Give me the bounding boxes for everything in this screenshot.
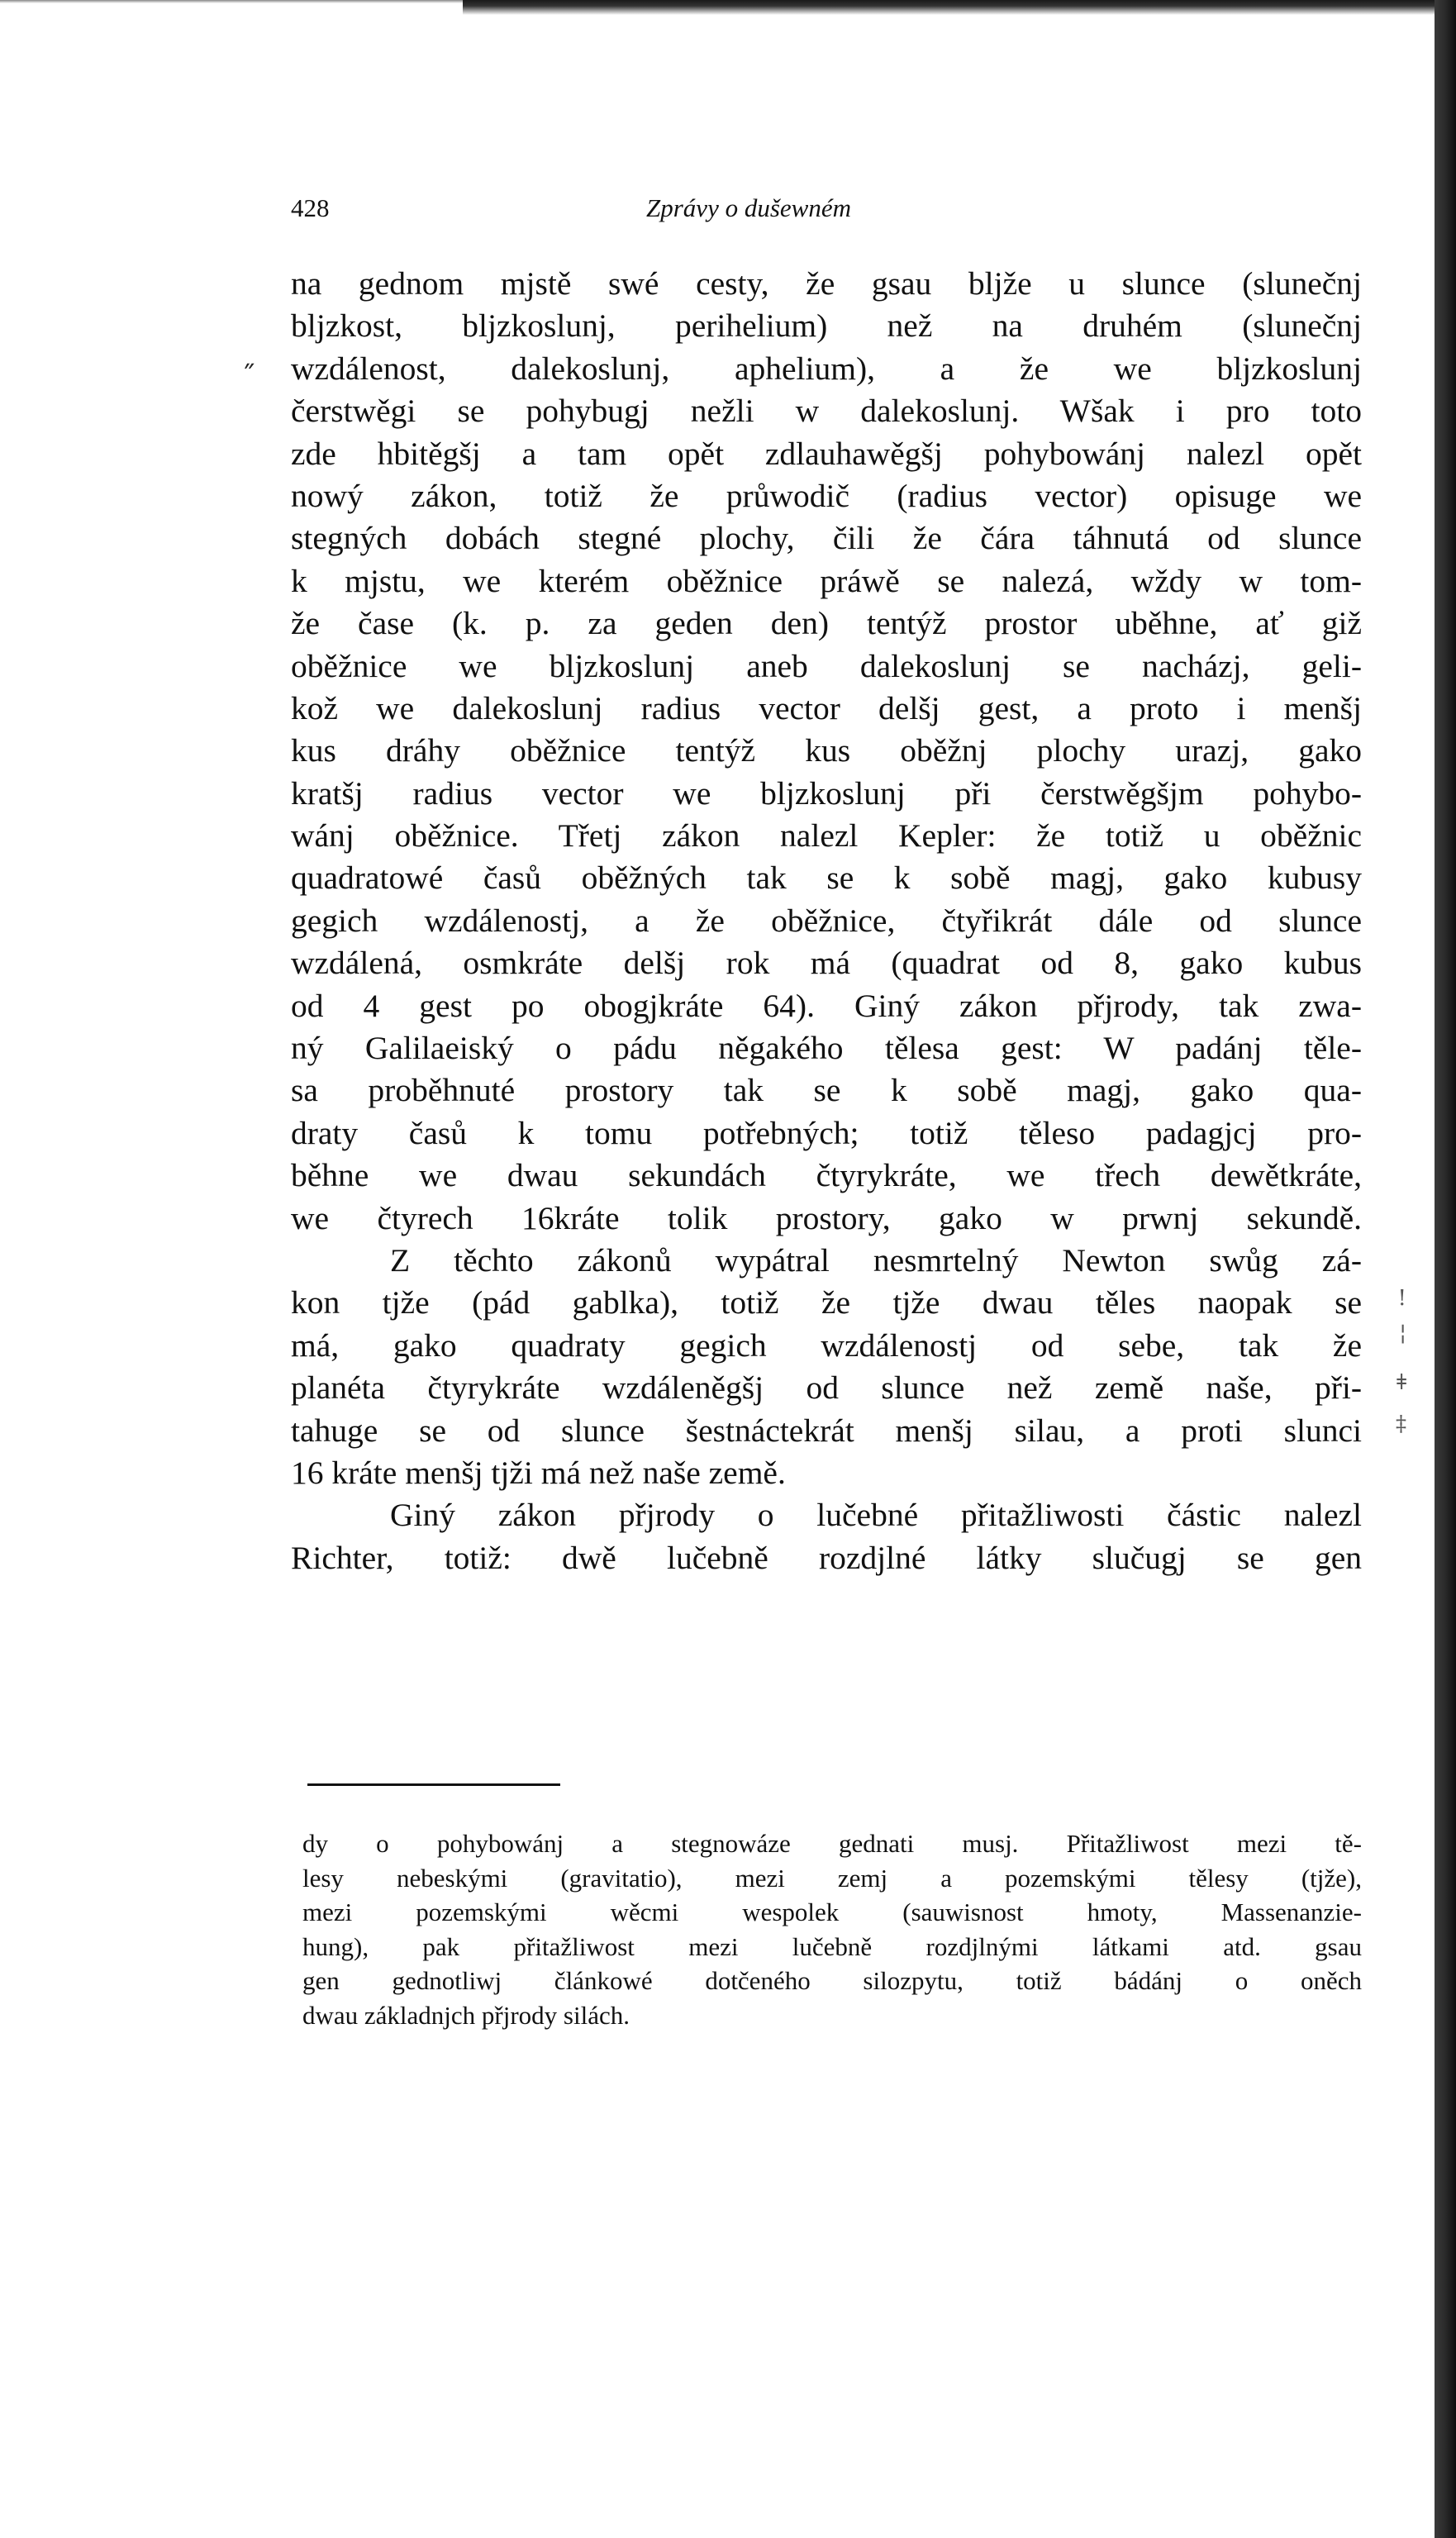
running-head: Zprávy o dušewném — [646, 193, 851, 222]
text-line: we čtyrech 16kráte tolik prostory, gako w prwnj sekundě. — [291, 1199, 1362, 1236]
text-line: že čase (k. p. za geden den) tentýž prostor uběhne, ať giž — [291, 605, 1362, 642]
text-line: sa proběhnuté prostory tak se k sobě magj, gako qua- — [291, 1072, 1362, 1109]
text-line: na gednom mjstě swé cesty, že gsau bljže u slunce (slunečnj — [291, 265, 1362, 302]
footnote-line: mezi pozemskými wěcmi wespolek (sauwisnost hmoty, Massenanzie- — [302, 1898, 1362, 1926]
text-line: quadratowé časů oběžných tak se k sobě magj, gako kubusy — [291, 859, 1362, 897]
footnote-line: dwau základnjch přjrody silách. — [302, 2000, 630, 2030]
bleed-through-mark: ¦ — [1399, 1321, 1406, 1345]
text-line: k mjstu, we kterém oběžnice práwě se nalezá, wždy w tom- — [291, 562, 1362, 599]
text-line: gegich wzdálenostj, a že oběžnice, čtyřikrát dále od slunce — [291, 902, 1362, 939]
scan-edge-top-left — [0, 0, 463, 3]
text-line: wánj oběžnice. Třetj zákon nalezl Kepler: že totiž u oběžnic — [291, 817, 1362, 855]
text-line: Giný zákon přjrody o lučebné přitažliwosti částic nalezl — [390, 1497, 1362, 1534]
text-line: kratšj radius vector we bljzkoslunj při čerstwěgšjm pohybo- — [291, 774, 1362, 812]
text-line: stegných dobách stegné plochy, čili že čára táhnutá od slunce — [291, 520, 1362, 557]
text-line: má, gako quadraty gegich wzdálenostj od sebe, tak že — [291, 1326, 1362, 1364]
bleed-through-mark: ‡ — [1396, 1412, 1406, 1436]
text-line: běhne we dwau sekundách čtyrykráte, we třech dewětkráte, — [291, 1157, 1362, 1194]
bleed-through-mark: ! — [1397, 1286, 1406, 1311]
text-line: kon tjže (pád gablka), totiž že tjže dwau těles naopak se — [291, 1284, 1362, 1321]
margin-mark: ˝ — [241, 360, 255, 393]
bleed-through-mark: ǂ — [1397, 1370, 1406, 1395]
footnote-line: lesy nebeskými (gravitatio), mezi zemj a pozemskými tělesy (tjže), — [302, 1863, 1362, 1893]
footnotes — [302, 1826, 1362, 2032]
scan-edge-top — [463, 0, 1456, 15]
text-line: tahuge se od slunce šestnáctekrát menšj silau, a proti slunci — [291, 1412, 1362, 1449]
footnote-rule — [307, 1783, 560, 1786]
text-line: kož we dalekoslunj radius vector delšj gest, a proto i menšj — [291, 689, 1362, 726]
body-text — [291, 263, 1362, 1579]
text-line: oběžnice we bljzkoslunj aneb dalekoslunj se nacházj, geli- — [291, 647, 1362, 684]
text-line: zde hbitěgšj a tam opět zdlauhawěgšj pohybowánj nalezl opět — [291, 435, 1362, 472]
text-line: čerstwěgi se pohybugj nežli w dalekoslunj. Wšak i pro toto — [291, 393, 1362, 430]
text-line: nowý zákon, totiž že průwodič (radius vector) opisuge we — [291, 477, 1362, 514]
text-line: draty časů k tomu potřebných; totiž těleso padagjcj pro- — [291, 1114, 1362, 1151]
page-header — [291, 193, 1362, 235]
text-line: 16 kráte menšj tjži má než naše země. — [291, 1454, 786, 1491]
scan-edge-right — [1435, 0, 1456, 2538]
footnote-line: dy o pohybowánj a stegnowáze gednati musj. Přitažliwost mezi tě- — [302, 1829, 1362, 1858]
text-line: bljzkost, bljzkoslunj, perihelium) než na druhém (slunečnj — [291, 307, 1362, 345]
text-line: planéta čtyrykráte wzdáleněgšj od slunce než země naše, při- — [291, 1369, 1362, 1407]
text-line: kus dráhy oběžnice tentýž kus oběžnj plochy urazj, gako — [291, 732, 1362, 769]
page-number: 428 — [291, 193, 330, 222]
text-line: Richter, totiž: dwě lučebně rozdjlné látky slučugj se gen — [291, 1539, 1362, 1576]
footnote-line: gen gednotliwj článkowé dotčeného silozpytu, totiž bádánj o oněch — [302, 1966, 1362, 1995]
text-line: Z těchto zákonů wypátral nesmrtelný Newton swůg zá- — [390, 1241, 1362, 1279]
text-line: ný Galilaeiský o pádu něgakého tělesa gest: W padánj těle- — [291, 1030, 1362, 1067]
footnote-line: hung), pak přitažliwost mezi lučebně rozdjlnými látkami atd. gsau — [302, 1931, 1362, 1961]
text-line: wzdálená, osmkráte delšj rok má (quadrat od 8, gako kubus — [291, 945, 1362, 982]
text-line: od 4 gest po obogjkráte 64). Giný zákon přjrody, tak zwa- — [291, 987, 1362, 1024]
text-line: wzdálenost, dalekoslunj, aphelium), a že we bljzkoslunj — [291, 350, 1362, 387]
